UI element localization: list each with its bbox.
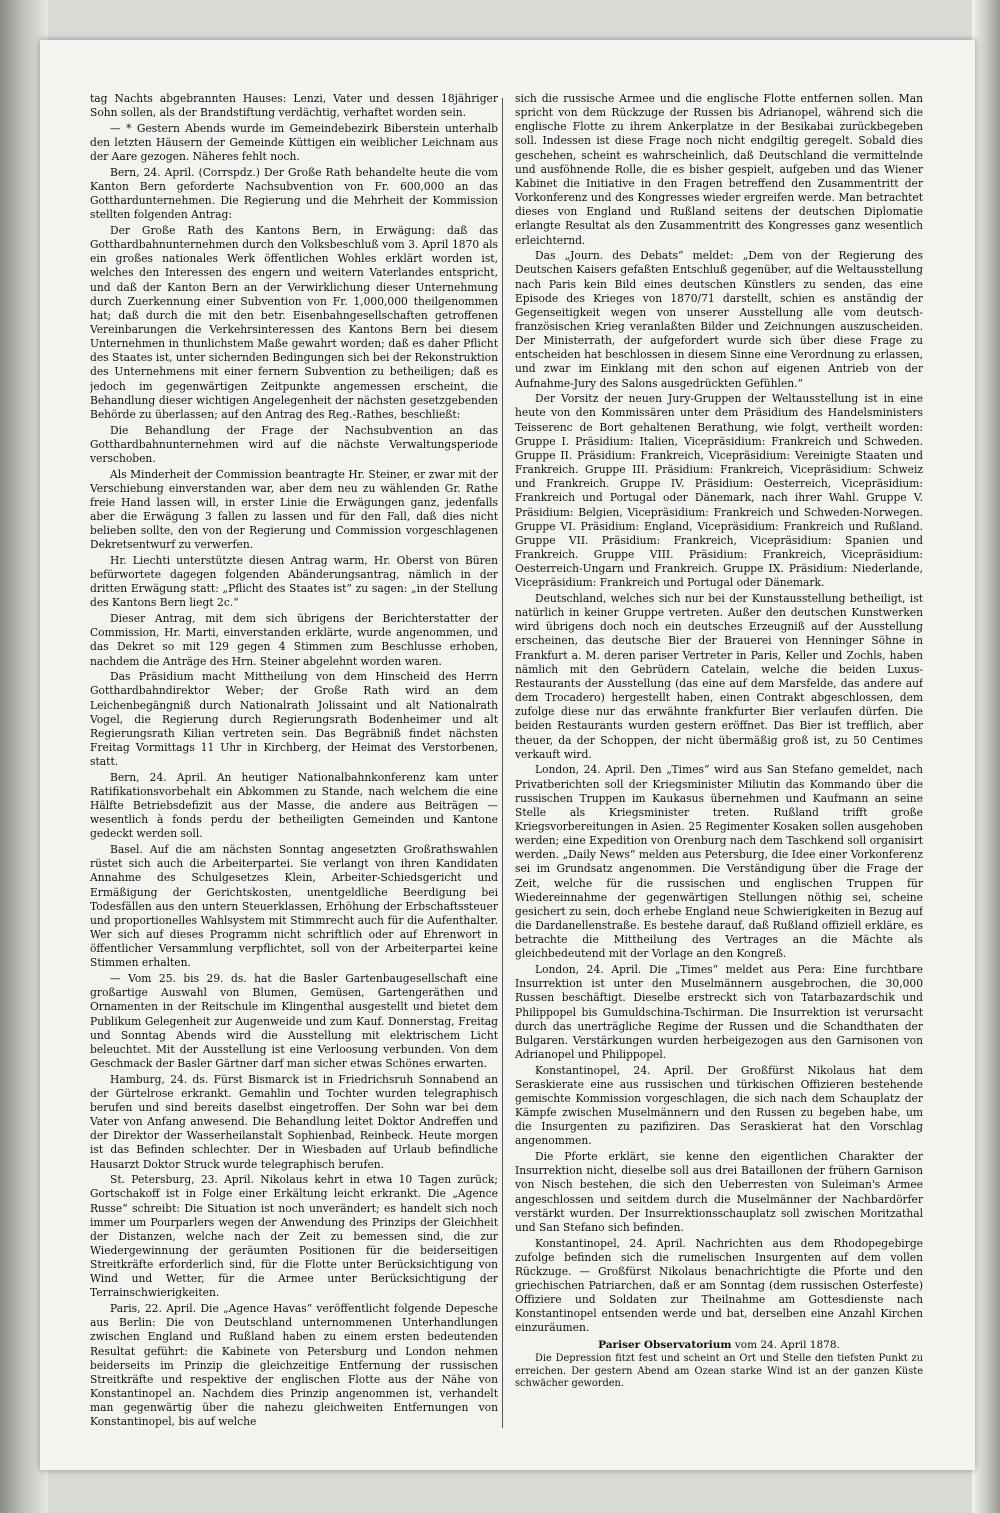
- article-hamburg-bismarck: Hamburg, 24. ds. Fürst Bismarck ist in Friedrichsruh Sonnabend an der Gürtelrose erkrankt. Gemahlin und Tochter wurden telegraphisch berufen und sind bereits daselbst eingetroffen. Der Sohn war bei dem Vater von Anfang anwesend. Die Behandlung leitet Doktor Andreffen und der Direktor der Wasserheilanstalt Sophienbad, Reinbeck. Heute morgen ist das Befinden schlechter. Der in Wiesbaden auf Urlaub befindliche Hausarzt Doktor Struck wurde telegraphisch berufen.: [90, 1072, 498, 1171]
- article-london-times: London, 24. April. Den „Times“ wird aus San Stefano gemeldet, nach Privatberichten soll der Kriegsminister Miliutin das Kommando über die russischen Truppen im Kaukasus übernehmen und Kaufmann an seine Stelle als Kriegsminister treten. Rußland trifft große Kriegsvorbereitungen in Asien. 25 Regimenter Kosaken sollen ausgehoben werden; eine Expedition von Orenburg nach dem Taschkend soll organisirt werden. „Daily News“ melden aus Petersburg, die Idee einer Vorkonferenz sei im Grundsatz angenommen. Die Verständigung über die Frage der Zeit, welche für die russischen und englischen Truppen für Wiedereinnahme der gegenwärtigen Stellungen nöthig sei, scheine gesichert zu sein, doch erhebe England neue Schwierigkeiten in Bezug auf die Dardanellenstraße. Es bestehe darauf, daß Rußland offiziell erkläre, es betrachte die Mittheilung des Vertrages an die Mächte als gleichbedeutend mit der Vorlage an den Kongreß.: [515, 763, 923, 961]
- article-basel-garden: — Vom 25. bis 29. ds. hat die Basler Gartenbaugesellschaft eine großartige Auswahl von Blumen, Gemüsen, Gartengeräthen und Ornamenten in der Reitschule im Klingenthal ausgestellt und bietet dem Publikum Gelegenheit zur Augenweide und zum Kauf. Donnerstag, Freitag und Sonntag Abends wird die Ausstellung mit elektrischem Licht beleuchtet. Mit der Ausstellung ist eine Verloosung verbunden. Von dem Geschmack der Basler Gärtner darf man sicher etwas Schönes erwarten.: [90, 972, 498, 1070]
- article-jury-groups: Der Vorsitz der neuen Jury-Gruppen der Weltausstellung ist in eine heute von den Kommissären unter dem Präsidium des Handelsministers Teisserenc de Bort gehaltenen Berathung, wie folgt, vertheilt worden: Gruppe I. Präsidium: Italien, Vicepräsidium: Frankreich und Schweden. Gruppe II. Präsidium: Frankreich, Vicepräsidium: Vereinigte Staaten und Frankreich. Gruppe III. Präsidium: Frankreich, Vicepräsidium: Schweiz und Frankreich. Gruppe IV. Präsidium: Oesterreich, Vicepräsidium: Frankreich und Portugal oder Dänemark, nach ihrer Wahl. Gruppe V. Präsidium: Belgien, Vicepräsidium: Frankreich und Schweden-Norwegen. Gruppe VI. Präsidium: England, Vicepräsidium: Frankreich und Rußland. Gruppe VII. Präsidium: Frankreich, Vicepräsidium: Spanien und Frankreich. Gruppe VIII. Präsidium: Frankreich, Vicepräsidium: Oesterreich-Ungarn und Frankreich. Gruppe IX. Präsidium: Niederlande, Vicepräsidium: Frankreich und Portugal oder Dänemark.: [515, 392, 923, 590]
- newspaper-page: [40, 40, 975, 1470]
- article-dekret-vote: Dieser Antrag, mit dem sich übrigens der Berichterstatter der Commission, Hr. Marti, einverstanden erklärte, wurde angenommen, und das Dekret so mit 129 gegen 4 Stimmen zum Beschlusse erhoben, nachdem die Anträge des Hrn. Steiner abgelehnt worden waren.: [90, 612, 498, 668]
- observatory-heading: [515, 1338, 923, 1352]
- article-konstantinopel-rhodope: Konstantinopel, 24. April. Nachrichten aus dem Rhodopegebirge zufolge befinden sich die rumelischen Insurgenten auf dem vollen Rückzuge. — Großfürst Nikolaus benachrichtigte die Pforte und den griechischen Patriarchen, daß er am Sonntag (dem russischen Osterfeste) Offiziere und Soldaten zur Theilnahme am Gottesdienste nach Konstantinopel entsenden werde und bat, derselben eine Anzahl Kirchen einzuräumen.: [515, 1236, 923, 1335]
- left-column: [90, 92, 498, 1442]
- scan-right-edge: [972, 0, 1000, 1513]
- article-lenzi-arrest: tag Nachts abgebrannten Hauses: Lenzi, Vater und dessen 18jähriger Sohn sollen, als der Brandstiftung verdächtig, verhaftet worden sein.: [90, 92, 498, 120]
- article-konstantinopel-commission: Konstantinopel, 24. April. Der Großfürst Nikolaus hat dem Seraskierate eine aus russischen und türkischen Offizieren bestehende gemischte Kommission vorgeschlagen, die sich nach dem Schauplatz der Kämpfe zwischen Muselmännern und den Russen zu begeben habe, um die Insurgenten zu pazifiziren. Das Seraskierat hat den Vorschlag angenommen.: [515, 1063, 923, 1148]
- article-steiner-minority: Als Minderheit der Commission beantragte Hr. Steiner, er zwar mit der Verschiebung einverstanden war, aber dem neu zu wählenden Gr. Rathe freie Hand lassen will, in erster Linie die Erwägungen ganz, jedenfalls aber die Erwägung 3 fallen zu lassen und für den Fall, daß dies nicht belieben sollte, den von der Regierung und Commission vorgeschlagenen Dekretsentwurf zu verwerfen.: [90, 467, 498, 552]
- column-rule: [502, 98, 503, 1428]
- article-paris-continued: sich die russische Armee und die englische Flotte entfernen sollen. Man spricht von dem Rückzuge der Russen bis Adrianopel, während sich die englische Flotte zu ihrem Ankerplatze in der Besikabai zurückbegeben soll. Indessen ist diese Frage noch nicht endgiltig geregelt. Sobald dies geschehen, scheint es wahrscheinlich, daß Deutschland die vermittelnde und ausföhnende Rolle, die es bisher gespielt, aufgeben und das Wiener Kabinet die Initiative in den Fragen betreffend den Zusammentritt der Vorkonferenz und des Kongresses wieder ergreifen werde. Man betrachtet dieses von England und Rußland seitens der deutschen Diplomatie erlangte Resultat als den Zusammentritt des Kongresses ganz wesentlich erleichternd.: [515, 92, 923, 247]
- article-nationalbahn: Bern, 24. April. An heutiger Nationalbahnkonferenz kam unter Ratifikationsvorbehalt ein Abkommen zu Stande, nach welchem die eine Hälfte Betriebsdefizit aus der Masse, die andere aus Beiträgen — wesentlich à fonds perdu der betheiligten Gemeinden und Kantone gedeckt werden soll.: [90, 770, 498, 841]
- article-journal-debats: Das „Journ. des Debats“ meldet: „Dem von der Regierung des Deutschen Kaisers gefaßten Entschluß gegenüber, auf die Weltausstellung nach Paris kein Bild eines deutschen Künstlers zu senden, das eine Episode des Krieges von 1870/71 darstellt, schien es anständig der Gegenseitigkeit wegen von unserer Ausstellung alle vom deutsch-französischen Krieg veranlaßten Bilder und Zeichnungen auszuscheiden. Der Ministerrath, der aufgefordert wurde sich über diese Frage zu entscheiden hat beschlossen in diesem Sinne eine Verordnung zu erlassen, und zwar im Einklang mit den schon auf eigenen Antrieb von der Aufnahme-Jury des Salons ausgedrückten Gefühlen.“: [515, 249, 923, 390]
- article-liechti: Hr. Liechti unterstützte diesen Antrag warm, Hr. Oberst von Büren befürwortete dagegen folgenden Abänderungsantrag, nämlich in der dritten Erwägung statt: „Pflicht des Staates ist“ zu sagen: „in der Stellung des Kantons Bern liegt 2c.“: [90, 554, 498, 610]
- article-german-beer: Deutschland, welches sich nur bei der Kunstausstellung betheiligt, ist natürlich in keiner Gruppe vertreten. Außer den deutschen Kunstwerken wird übrigens doch noch ein deutsches Erzeugniß auf der Ausstellung erscheinen, das deutsche Bier der Brauerei von Henninger Söhne in Frankfurt a. M. deren pariser Vertreter in Paris, Keller und Zochls, haben nämlich mit den Gebrüdern Catelain, welche die beiden Luxus-Restaurants der Ausstellung (das eine auf dem Marsfelde, das andere auf dem Trocadero) hergestellt haben, einen Contrakt abgeschlossen, dem zufolge diese nur das erwähnte frankfurter Bier verlaufen dürfen. Die beiden Restaurants wurden gestern eröffnet. Das Bier ist trefflich, aber theuer, da der Schoppen, der nicht übermäßig groß ist, zu 50 Centimes verkauft wird.: [515, 591, 923, 761]
- article-bern-resolution: Der Große Rath des Kantons Bern, in Erwägung: daß das Gotthardbahnunternehmen durch den Volksbeschluß vom 3. April 1870 als ein großes nationales Werk öffentlichen Wohles erklärt worden ist, welches den Interessen des engern und weitern Vaterlandes entspricht, und daß der Kanton Bern an der Verwirklichung dieser Unternehmung durch Zuerkennung einer Subvention von Fr. 1,000,000 theilgenommen hat; daß durch die mit den betr. Eisenbahngesellschaften getroffenen Vereinbarungen die Verkehrsinteressen des Kantons Bern bei diesem Unternehmen in thunlichstem Maße gewahrt worden; daß es daher Pflicht des Staates ist, unter sichernden Bedingungen sich bei der Rekonstruktion des Unternehmens mit einer fernern Subvention zu betheiligen; daß es jedoch im gegenwärtigen Zeitpunkte angemessen erscheint, die Behandlung dieser wichtigen Angelegenheit der nächsten gesetzgebenden Behörde zu überlassen; auf den Antrag des Reg.-Rathes, beschließt:: [90, 223, 498, 421]
- article-st-petersburg: St. Petersburg, 23. April. Nikolaus kehrt in etwa 10 Tagen zurück; Gortschakoff ist in Folge einer Erkältung leicht erkrankt. Die „Agence Russe“ schreibt: Die Situation ist noch unverändert; es handelt sich noch immer um Pourparlers wegen der Anwendung des Prinzips der Gleichheit der Distanzen, welche nach der Zeit zu bemessen sind, die zur Wiedergewinnung der geräumten Positionen für die beiderseitigen Streitkräfte erforderlich sind, für die Flotte unter Berücksichtigung von Wind und Wetter, für die Armee unter Berücksichtigung der Terrainschwierigkeiten.: [90, 1173, 498, 1300]
- article-paris-havas: Paris, 22. April. Die „Agence Havas“ veröffentlicht folgende Depesche aus Berlin: Die von Deutschland unternommenen Unterhandlungen zwischen England und Rußland haben zu einem ersten bedeutenden Resultat geführt: die Kabinete von Petersburg und London nehmen beiderseits im Prinzip die gleichzeitige Entfernung der russischen Streitkräfte und respektive der englischen Flotte aus der Nähe von Konstantinopel an. Nachdem dies Prinzip angenommen ist, verhandelt man gegenwärtig über die nahezu gleichweiten Entfernungen von Konstantinopel, bis auf welche: [90, 1302, 498, 1429]
- article-pforte: Die Pforte erklärt, sie kenne den eigentlichen Charakter der Insurrektion nicht, dieselbe soll aus drei Bataillonen der frühern Garnison von Nisch bestehen, die sich den Ueberresten von Suleiman's Armee angeschlossen und seitdem durch die Muselmänner der Nachbardörfer verstärkt wurden. Der Insurrektionsschauplatz soll zwischen Moritzathal und San Stefano sich befinden.: [515, 1150, 923, 1234]
- article-basel-elections: Basel. Auf die am nächsten Sonntag angesetzten Großrathswahlen rüstet sich auch die Arbeiterpartei. Sie verlangt von ihren Kandidaten Annahme des Schulgesetzes Klein, Arbeiter-Schiedsgericht und Ermäßigung der Gerichtskosten, unentgeldliche Beerdigung bei Todesfällen aus den untern Steuerklassen, Erhöhung der Erbschaftssteuer und proportionelles Wahlsystem mit Stimmrecht auch für die Aufenthalter. Wer sich auf dieses Programm nicht schriftlich oder auf Ehrenwort in öffentlicher Versammlung verpflichtet, soll von der Arbeiterpartei keine Stimmen erhalten.: [90, 843, 498, 970]
- article-bern-gotthard: Bern, 24. April. (Corrspdz.) Der Große Rath behandelte heute die vom Kanton Bern geforderte Nachsubvention von Fr. 600,000 an das Gotthardunternehmen. Die Regierung und die Mehrheit der Kommission stellten folgenden Antrag:: [90, 165, 498, 222]
- observatory-report: Die Depression fitzt fest und scheint an Ort und Stelle den tiefsten Punkt zu erreichen. Der gestern Abend am Ozean starke Wind ist an der ganzen Küste schwächer geworden.: [515, 1353, 923, 1390]
- observatory-date: vom 24. April 1878.: [734, 1338, 840, 1351]
- article-london-pera: London, 24. April. Die „Times“ meldet aus Pera: Eine furchtbare Insurrektion ist unter den Muselmännern ausgebrochen, die 30,000 Russen beschäftigt. Dieselbe erstreckt sich von Tatarbazardschik und Philippopel bis Gumuldschina-Tschirman. Die Insurrektion ist verursacht durch das unerträgliche Regime der Russen und die Schandthaten der Bulgaren. Verstärkungen wurden herbeigezogen aus den Garnisonen von Adrianopel und Philippopel.: [515, 963, 923, 1061]
- right-column: [515, 92, 923, 1442]
- article-biberstein: — * Gestern Abends wurde im Gemeindebezirk Biberstein unterhalb den letzten Häusern der Gemeinde Küttigen ein weiblicher Leichnam aus der Aare gezogen. Näheres fehlt noch.: [90, 121, 498, 164]
- observatory-name: Pariser Observatorium: [598, 1338, 732, 1351]
- article-weber-death: Das Präsidium macht Mittheilung von dem Hinscheid des Herrn Gotthardbahndirektor Weber; der Große Rath wird an dem Leichenbegängniß durch Nationalrath Jolissaint und alt Nationalrath Vogel, die Regierung durch Regierungsrath Bodenheimer und alt Regierungsrath Kilian vertreten sein. Das Begräbniß findet nächsten Freitag Vormittags 11 Uhr in Kirchberg, der Heimat des Verstorbenen, statt.: [90, 670, 498, 769]
- article-bern-decision: Die Behandlung der Frage der Nachsubvention an das Gotthardbahnunternehmen wird auf die nächste Verwaltungsperiode verschoben.: [90, 423, 498, 465]
